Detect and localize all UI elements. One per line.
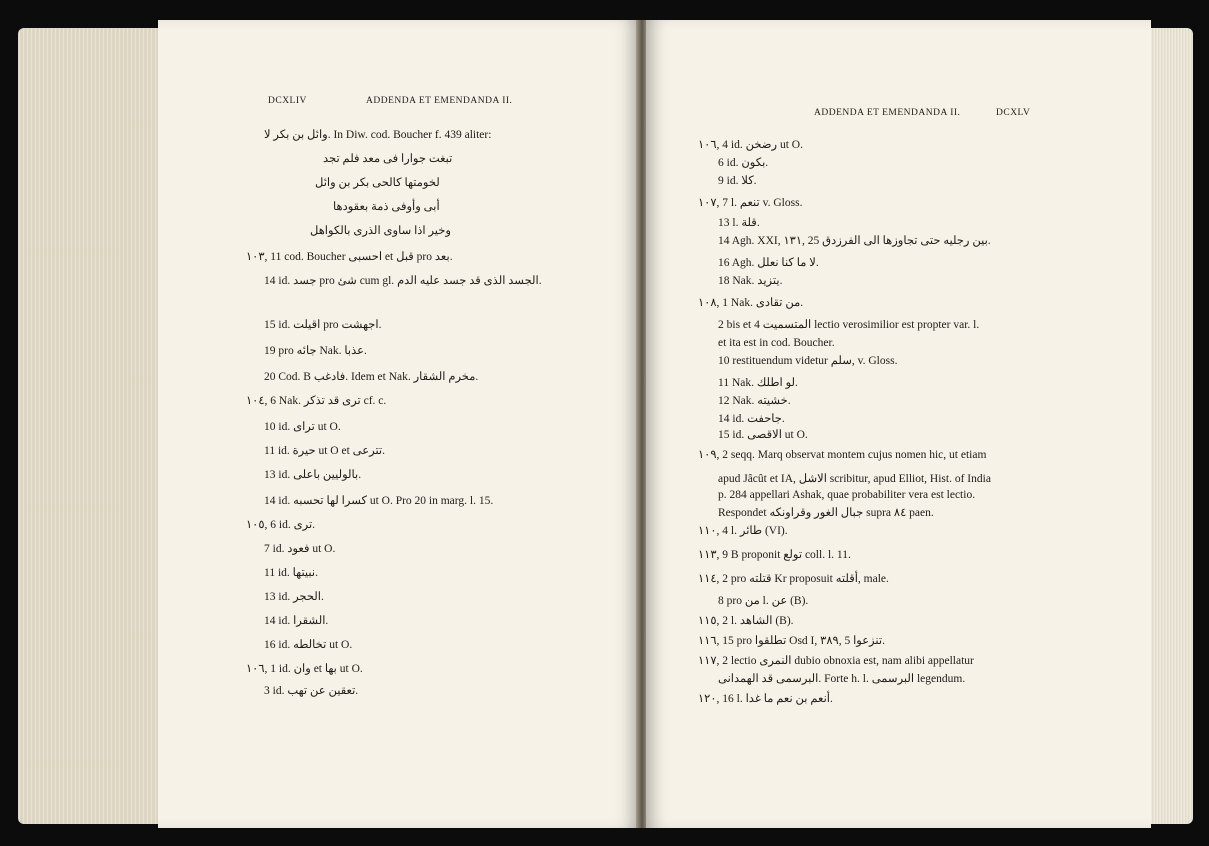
left-verse-line: تبغت جوارا فى معد فلم تجد	[323, 153, 453, 165]
right-page	[646, 20, 1151, 828]
left-line: ١٠٣, 11 cod. Boucher احسبى et قبل pro بعد.	[246, 251, 453, 263]
left-line: 11 id. نبيتها.	[264, 567, 318, 579]
right-line: ١١٠, 4 l. طائر (VI).	[698, 525, 788, 537]
left-line: 14 id. جسد pro شئ cum gl. الجسد الذى قد جسد عليه الدم.	[264, 275, 542, 287]
right-line: ١١٣, 9 B proponit تولع coll. l. 11.	[698, 549, 851, 561]
left-line: 20 Cod. B فادغب. Idem et Nak. مخرم الشقار.	[264, 371, 479, 383]
right-line: 18 Nak. يتزيد.	[718, 275, 783, 287]
left-line: 13 id. بالوليين باعلى.	[264, 469, 362, 481]
left-line: 7 id. فعود ut O.	[264, 543, 336, 555]
left-page-number: DCXLIV	[268, 96, 307, 106]
left-line: 16 id. تخالطه ut O.	[264, 639, 353, 651]
left-line: 10 id. تراى ut O.	[264, 421, 341, 433]
right-line: 15 id. الاقصى ut O.	[718, 429, 808, 441]
right-line: 9 id. كلا.	[718, 175, 757, 187]
right-line: ١٢٠, 16 l. أنعم بن نعم ما غدا.	[698, 693, 833, 705]
right-line: 6 id. بكون.	[718, 157, 769, 169]
left-line: 14 id. الشقرا.	[264, 615, 329, 627]
right-line: ١٠٩, 2 seqq. Marq observat montem cujus nomen hic, ut etiam	[698, 449, 987, 461]
left-running-head: ADDENDA ET EMENDANDA II.	[366, 96, 513, 106]
page-edges-right	[1147, 28, 1193, 824]
right-line: Respondet جبال الغور وقراونكه supra ٨٤ paen.	[718, 507, 934, 519]
left-line: 11 id. حيرة ut O et تترعى.	[264, 445, 386, 457]
right-line: apud Jâcût et IA, الاشل scribitur, apud Elliot, Hist. of India	[718, 473, 991, 485]
right-line: 8 pro من l. عن (B).	[718, 595, 809, 607]
left-verse-line: وخير اذا ساوى الذرى بالكواهل	[310, 225, 451, 237]
right-line: ١١٤, 2 pro قتلته Kr proposuit أقلته, male.	[698, 573, 889, 585]
left-verse-line: أبى وأوفى ذمة بعقودها	[333, 201, 440, 213]
right-line: ١٠٧, 7 l. تنعم v. Gloss.	[698, 197, 803, 209]
left-line: 14 id. كسرا لها تحسبه ut O. Pro 20 in marg. l. 15.	[264, 495, 494, 507]
right-line: ١١٦, 15 pro تطلقوا Osd I, ٣٨٩, 5 تنزعوا.	[698, 635, 885, 647]
left-line: وائل بن بكر لا. In Diw. cod. Boucher f. 439 aliter:	[264, 129, 492, 141]
right-line: 2 bis et 4 المتسميت lectio verosimilior est propter var. l.	[718, 319, 980, 331]
left-verse-line: لخومتها كالحى بكر بن وائل	[315, 177, 440, 189]
right-page-number: DCXLV	[996, 108, 1031, 118]
right-line: p. 284 appellari Ashak, quae probabiliter vera est lectio.	[718, 489, 976, 501]
right-line: 12 Nak. خشيته.	[718, 395, 791, 407]
right-line: البرسمى قد الهمدانى. Forte h. l. البرسمى legendum.	[718, 673, 966, 685]
open-book	[18, 20, 1193, 828]
right-line: et ita est in cod. Boucher.	[718, 337, 835, 349]
right-running-head: ADDENDA ET EMENDANDA II.	[814, 108, 961, 118]
left-line: 13 id. الحجر.	[264, 591, 324, 603]
right-line: ١١٥, 2 l. الشاهد (B).	[698, 615, 794, 627]
right-line: 14 id. جاحفت.	[718, 413, 785, 425]
left-line: 19 pro جائه Nak. عذبا.	[264, 345, 367, 357]
page-edges-left	[18, 28, 168, 824]
right-line: 16 Agh. لا ما كنا نعلل.	[718, 257, 819, 269]
right-line: ١٠٦, 4 id. رضخن ut O.	[698, 139, 803, 151]
left-line: 15 id. اقيلت pro اجهشت.	[264, 319, 382, 331]
left-line: ١٠٤, 6 Nak. ترى قد تذكر cf. c.	[246, 395, 387, 407]
right-line: ١٠٨, 1 Nak. من تقادى.	[698, 297, 804, 309]
right-line: ١١٧, 2 lectio النمرى dubio obnoxia est, nam alibi appellatur	[698, 655, 974, 667]
left-line: ١٠٥, 6 id. ترى.	[246, 519, 316, 531]
right-line: 11 Nak. لو اطلك.	[718, 377, 798, 389]
right-line: 13 l. قلة.	[718, 217, 760, 229]
left-line: ١٠٦, 1 id. وان et بها ut O.	[246, 663, 363, 675]
left-line: 3 id. تعقين عن تهب.	[264, 685, 359, 697]
left-page	[158, 20, 638, 828]
right-line: 10 restituendum videtur سلم, v. Gloss.	[718, 355, 898, 367]
right-line: 14 Agh. XXI, ١٣١, 25 بين رجليه حتى تجاوزها الى الفرزدق.	[718, 235, 991, 247]
